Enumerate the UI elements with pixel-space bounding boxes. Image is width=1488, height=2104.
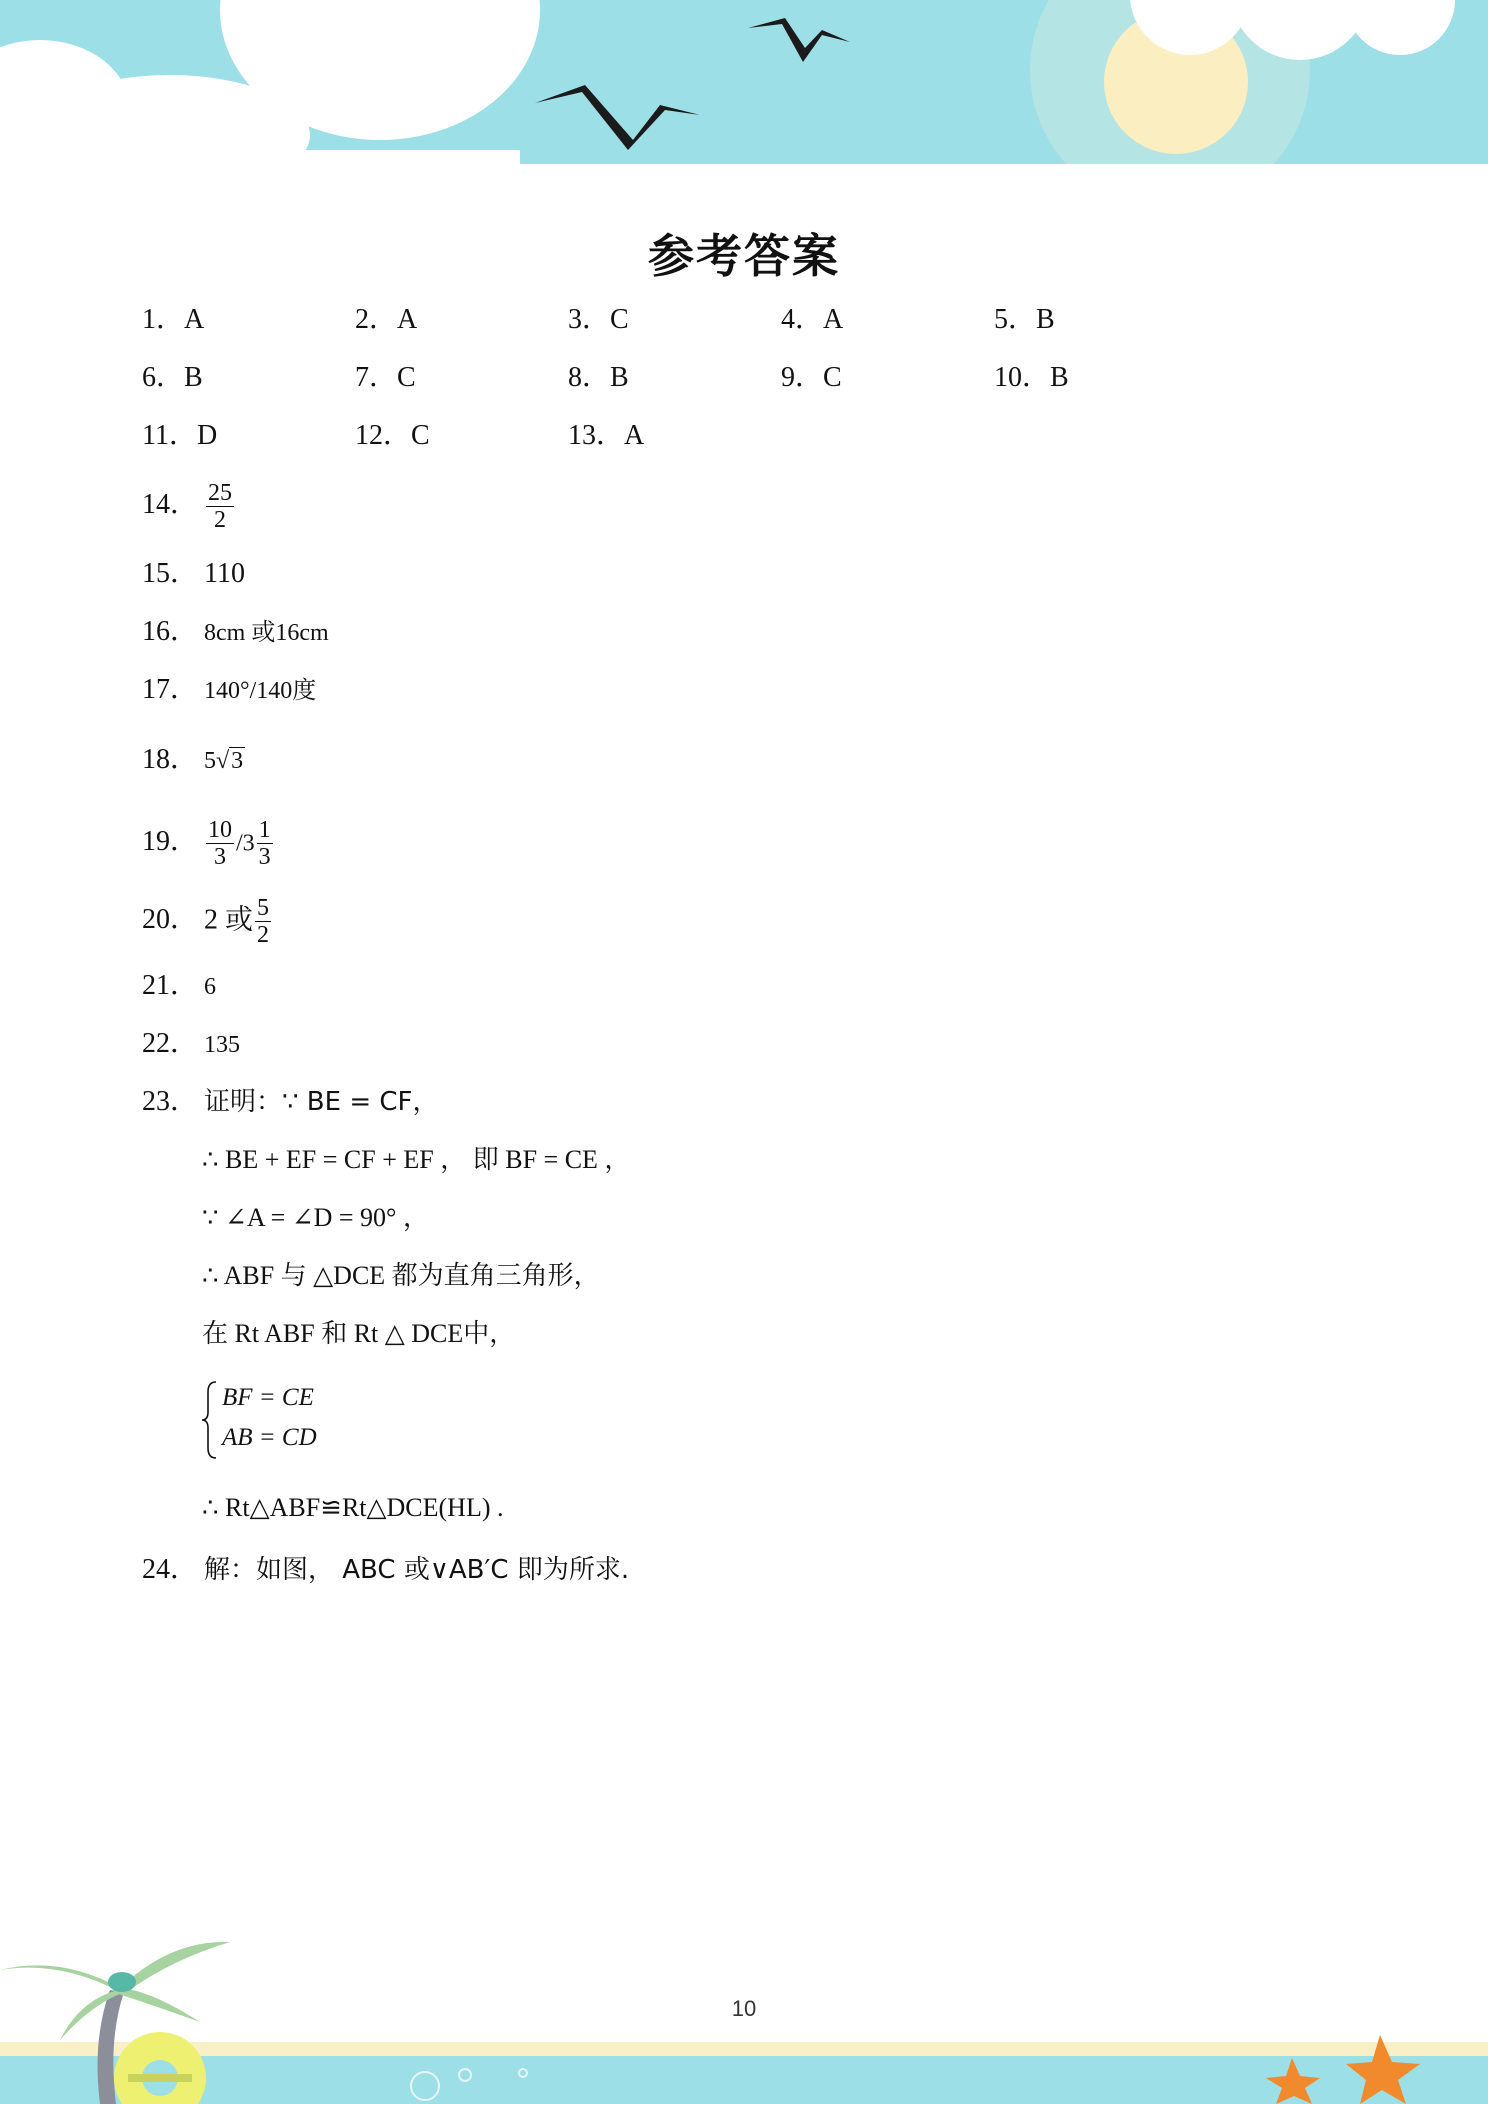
mc-answer: 13．A	[568, 420, 645, 451]
answer-18: 18． 5√3	[142, 744, 244, 775]
mc-answer: 12．C	[355, 420, 430, 451]
mc-answer: 8．B	[568, 362, 629, 393]
mc-row	[142, 358, 1242, 416]
proof-conclusion: ∴ Rt△ABF≌Rt△DCE(HL) .	[202, 1493, 504, 1522]
header-sky-illustration	[0, 0, 1488, 168]
fraction: $\frac{25}{2}$	[208, 480, 232, 534]
mc-answer: 6．B	[142, 362, 203, 393]
answer-16: 16． 8cm 或16cm	[142, 616, 329, 647]
mc-row	[142, 300, 1242, 358]
mc-answer: 3．C	[568, 304, 629, 335]
answer-24: 24． 解：如图， ABC 或∨AB′C 即为所求.	[142, 1554, 630, 1585]
multiple-choice-answers	[142, 300, 1242, 474]
answer-15: 15． 110	[142, 558, 245, 589]
proof-line: ∴ ABF 与 △DCE 都为直角三角形，	[202, 1261, 600, 1290]
answer-20: 20． 2 或 $\frac{5}{2}$	[142, 895, 270, 949]
mc-answer: 1．A	[142, 304, 205, 335]
mc-answer: 11．D	[142, 420, 218, 451]
answer-14: 14． $\frac{25}{2}$	[142, 480, 232, 534]
fraction: $\frac{10}{3}$	[208, 817, 232, 871]
mc-row	[142, 416, 1242, 474]
answer-17: 17． 140°/140度	[142, 674, 317, 705]
answer-21: 21． 6	[142, 970, 216, 1001]
page-number: 10	[731, 1996, 757, 2021]
equation-line: BF = CE	[222, 1384, 314, 1411]
mc-answer: 7．C	[355, 362, 416, 393]
proof-line: ∵ ∠A = ∠D = 90° ，	[202, 1203, 429, 1232]
answer-23: 23． 证明：∵ BE = CF，	[142, 1086, 439, 1117]
left-brace-icon	[202, 1378, 220, 1462]
answer-22: 22． 135	[142, 1028, 240, 1059]
fraction: $\frac{5}{2}$	[257, 895, 270, 949]
proof-line: ∴ BE + EF = CF + EF ， 即 BF = CE ，	[202, 1145, 631, 1174]
fraction: $\frac{1}{3}$	[258, 817, 271, 871]
mc-answer: 5．B	[994, 304, 1055, 335]
mc-answer: 2．A	[355, 304, 418, 335]
proof-line: 在 Rt ABF 和 Rt △ DCE中，	[202, 1319, 516, 1348]
answer-19: 19． $\frac{10}{3}$ /3 $\frac{1}{3}$	[142, 817, 271, 871]
page-title: 参考答案	[648, 229, 840, 283]
mc-answer: 4．A	[781, 304, 844, 335]
mc-answer: 10．B	[994, 362, 1069, 393]
mc-answer: 9．C	[781, 362, 842, 393]
equation-line: AB = CD	[222, 1424, 317, 1451]
radical-sign: √	[216, 748, 230, 774]
